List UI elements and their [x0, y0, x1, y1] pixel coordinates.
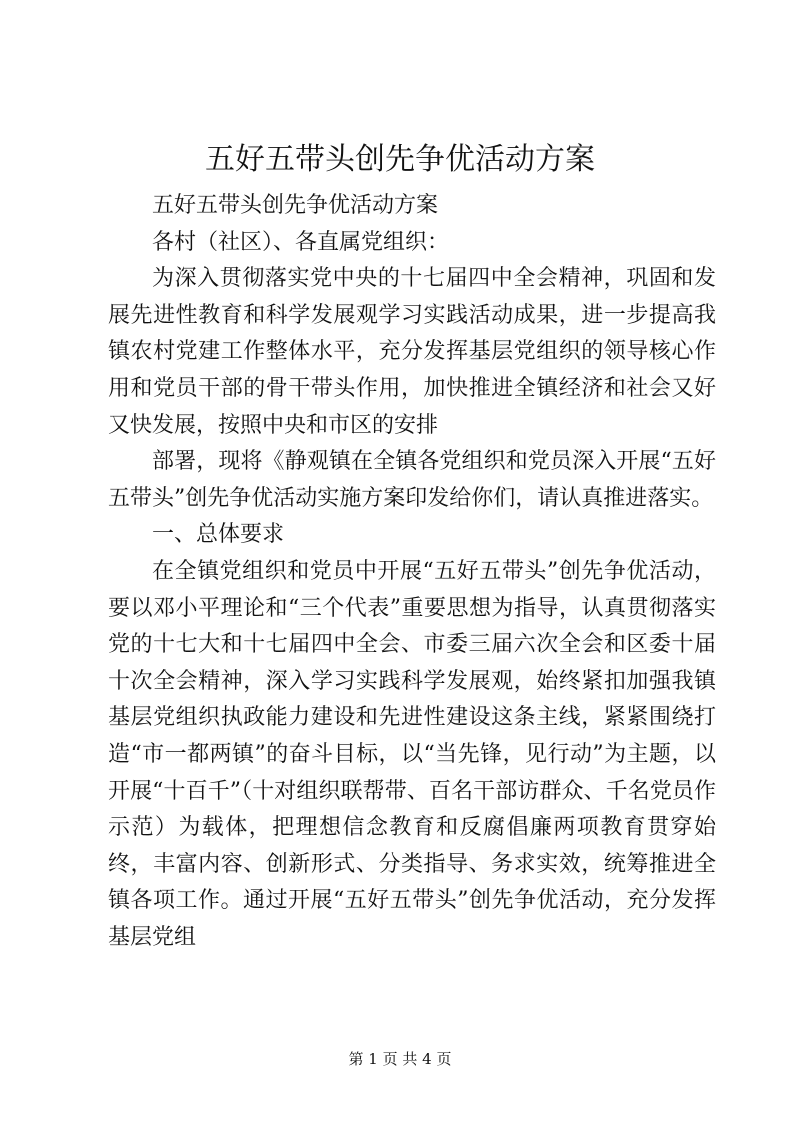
section-heading: 一、总体要求: [152, 522, 285, 548]
salutation-paragraph: 各村（社区）、各直属党组织：: [152, 229, 450, 255]
subtitle-paragraph: 五好五带头创先争优活动方案: [152, 193, 439, 218]
intro-paragraph: 为深入贯彻落实党中央的十七届四中全会精神，巩固和发展先进性教育和科学发展观学习实践活动成果，进一步提高我镇农村党建工作整体水平，充分发挥基层党组织的领导核心作用和党员干部的骨干带头作用，加快推进全镇经济和社会又好又快发展，按照中央和市区的安排: [108, 266, 716, 438]
requirements-paragraph: 在全镇党组织和党员中开展“五好五带头”创先争优活动，要以邓小平理论和“三个代表”重要思想为指导，认真贯彻落实党的十七大和十七届四中全会、市委三届六次全会和区委十届十次全会精神，深入学习实践科学发展观，始终紧扣加强我镇基层党组织执政能力建设和先进性建设这条主线，紧紧围绕打造“市一都两镇”的奋斗目标，以“当先锋，见行动”为主题，以开展“十百千”（十对组织联帮带、百名干部访群众、千名党员作示范）为载体，把理想信念教育和反腐倡廉两项教育贯穿始终，丰富内容、创新形式、分类指导、务求实效，统筹推进全镇各项工作。通过开展“五好五带头”创先争优活动，充分发挥基层党组: [108, 558, 716, 950]
document-body: [108, 188, 716, 956]
page-footer: 第 1 页 共 4 页: [348, 1050, 452, 1068]
notice-paragraph: 部署，现将《静观镇在全镇各党组织和党员深入开展“五好五带头”创先争优活动实施方案印发给你们，请认真推进落实。: [108, 449, 716, 511]
document-title: 五好五带头创先争优活动方案: [205, 142, 595, 177]
